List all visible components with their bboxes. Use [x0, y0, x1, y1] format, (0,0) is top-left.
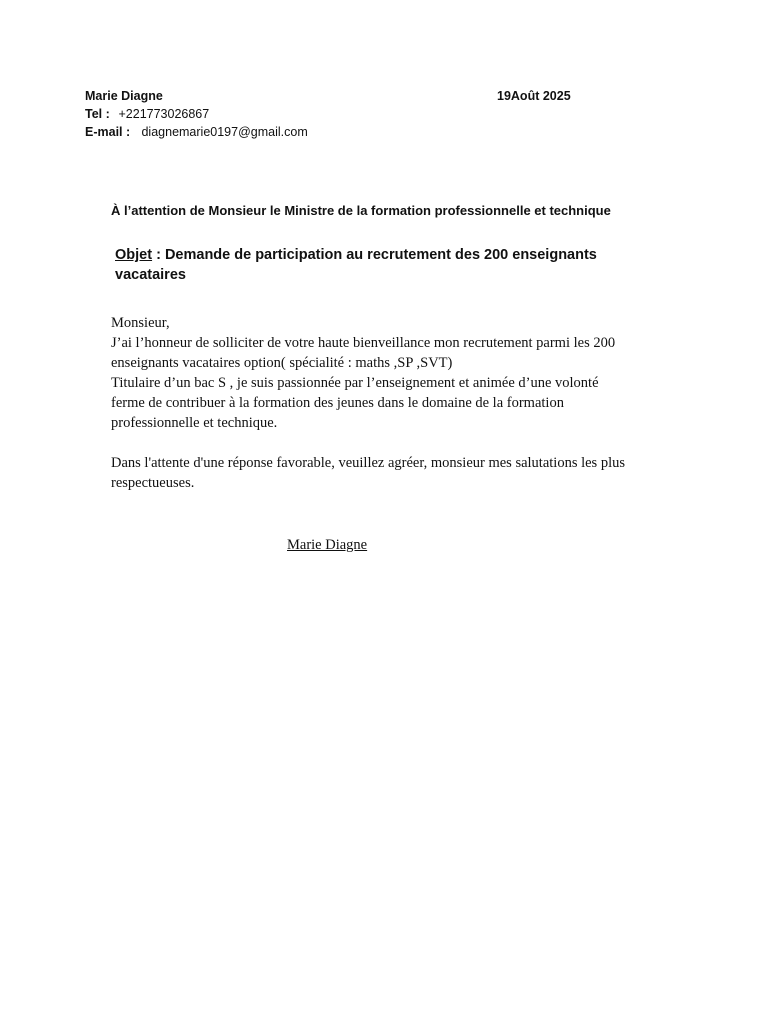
letter-date: 19Août 2025 [497, 89, 571, 103]
letter-body [111, 313, 681, 493]
sender-block [85, 87, 308, 141]
subject-label: Objet [115, 247, 153, 263]
recipient-line: À l’attention de Monsieur le Ministre de la formation professionnelle et technique [111, 203, 611, 218]
body-line: Titulaire d’un bac S , je suis passionnée par l’enseignement et animée d’une volonté [111, 375, 599, 391]
subject-line [115, 245, 655, 285]
body-line: professionnelle et technique. [111, 415, 278, 431]
phone-label: Tel : [85, 107, 110, 121]
paragraph-spacer [111, 433, 681, 453]
email-label: E-mail : [85, 125, 131, 139]
signature-name: Marie Diagne [287, 537, 368, 553]
body-line: enseignants vacataires option( spécialité : maths ,SP ,SVT) [111, 355, 453, 371]
phone-number: +221773026867 [118, 107, 210, 121]
salutation: Monsieur, [111, 315, 170, 331]
closing-line: Dans l'attente d'une réponse favorable, veuillez agréer, monsieur mes salutations les plus [111, 455, 625, 471]
email-address: diagnemarie0197@gmail.com [141, 125, 308, 139]
sender-name: Marie Diagne [85, 89, 163, 103]
body-line: J’ai l’honneur de solliciter de votre haute bienveillance mon recrutement parmi les 200 [111, 335, 616, 351]
body-line: ferme de contribuer à la formation des jeunes dans le domaine de la formation [111, 395, 564, 411]
subject-text: : Demande de participation au recrutement des 200 enseignants vacataires [115, 247, 597, 283]
closing-line: respectueuses. [111, 475, 195, 491]
sender-email-row [85, 123, 308, 141]
sender-phone-row [85, 105, 308, 123]
